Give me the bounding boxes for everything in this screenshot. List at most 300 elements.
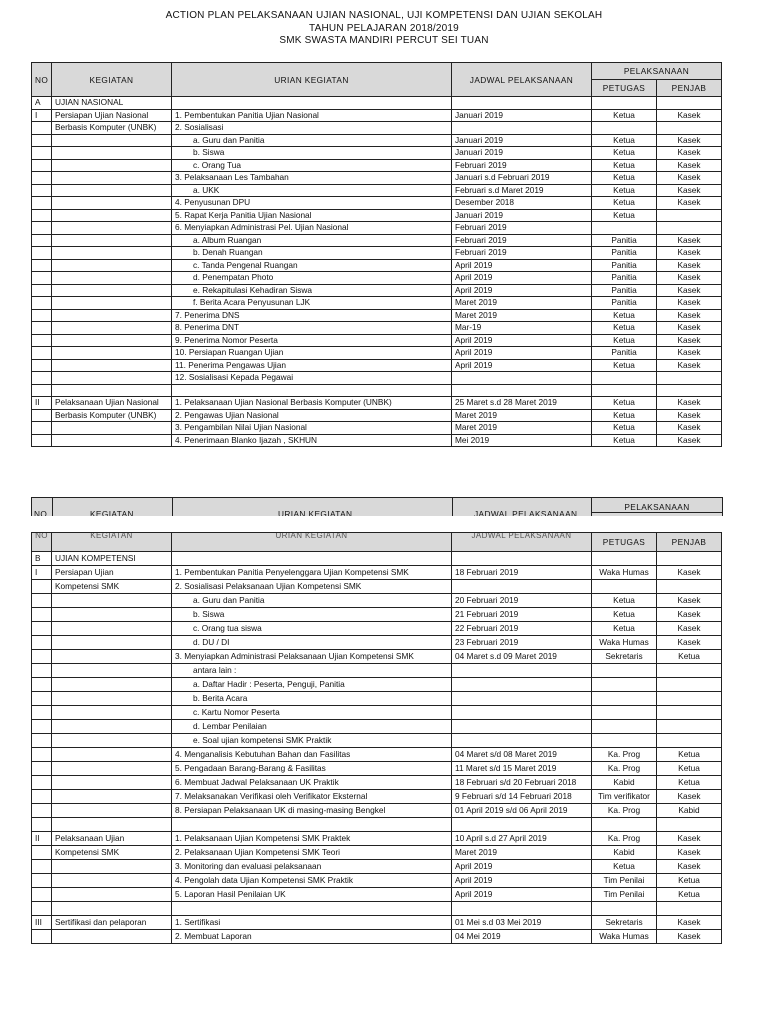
cell-jadwal: 21 Februari 2019 — [452, 608, 592, 622]
table-row — [32, 902, 722, 916]
cell-petugas — [592, 372, 657, 385]
cell-urian: 1. Pembentukan Panitia Penyelenggara Ujian Kompetensi SMK — [172, 566, 452, 580]
cell-jadwal: April 2019 — [452, 334, 592, 347]
cell-kegiatan: Pelaksanaan Ujian Nasional — [52, 397, 172, 410]
cell-no — [32, 347, 52, 360]
cell-no — [32, 580, 52, 594]
cell-penjab: Kasek — [657, 272, 722, 285]
cell-urian: 1. Pembentukan Panitia Ujian Nasional — [172, 109, 452, 122]
table-row — [32, 247, 722, 260]
cell-jadwal: April 2019 — [452, 272, 592, 285]
cell-penjab: Ketua — [657, 762, 722, 776]
table-row — [32, 259, 722, 272]
cell-penjab: Kasek — [657, 860, 722, 874]
cell-no — [32, 434, 52, 447]
cell-kegiatan — [52, 818, 172, 832]
cell-urian: a. Guru dan Panitia — [172, 594, 452, 608]
table-row — [32, 916, 722, 930]
cell-petugas: Ketua — [592, 147, 657, 160]
cell-urian: b. Siswa — [172, 608, 452, 622]
cell-petugas — [592, 692, 657, 706]
cell-kegiatan — [52, 902, 172, 916]
table-row — [32, 284, 722, 297]
table-body — [32, 552, 722, 944]
cell-kegiatan — [52, 790, 172, 804]
cell-petugas: Waka Humas — [592, 566, 657, 580]
cell-no — [32, 874, 52, 888]
cell-kegiatan — [52, 384, 172, 397]
table-row — [32, 147, 722, 160]
col-header-urian: URIAN KEGIATAN — [172, 63, 452, 97]
cell-urian: 10. Persiapan Ruangan Ujian — [172, 347, 452, 360]
cell-kegiatan: Berbasis Komputer (UNBK) — [52, 409, 172, 422]
cell-jadwal — [452, 664, 592, 678]
col-header-kegiatan: KEGIATAN — [52, 63, 172, 97]
cell-no: II — [32, 832, 52, 846]
document-header — [0, 10, 768, 48]
cell-urian: antara lain : — [172, 664, 452, 678]
cell-no — [32, 284, 52, 297]
cell-no — [32, 734, 52, 748]
cell-kegiatan: Persiapan Ujian — [52, 566, 172, 580]
cell-jadwal: Februari 2019 — [452, 247, 592, 260]
table-row — [32, 347, 722, 360]
cell-urian: 2. Pelaksanaan Ujian Kompetensi SMK Teori — [172, 846, 452, 860]
cell-no — [32, 846, 52, 860]
cell-kegiatan: Berbasis Komputer (UNBK) — [52, 122, 172, 135]
repeated-table-header-fragment — [31, 497, 723, 516]
cell-no — [32, 804, 52, 818]
cell-jadwal: 25 Maret s.d 28 Maret 2019 — [452, 397, 592, 410]
cell-kegiatan — [52, 347, 172, 360]
cell-kegiatan — [52, 636, 172, 650]
cell-penjab: Kasek — [657, 832, 722, 846]
cell-urian: 4. Penyusunan DPU — [172, 197, 452, 210]
table-row — [32, 372, 722, 385]
cell-urian: 1. Pelaksanaan Ujian Kompetensi SMK Praktek — [172, 832, 452, 846]
cell-petugas: Ketua — [592, 209, 657, 222]
table-row — [32, 818, 722, 832]
cell-kegiatan — [52, 272, 172, 285]
cell-petugas — [592, 818, 657, 832]
cell-urian: c. Kartu Nomor Peserta — [172, 706, 452, 720]
cell-petugas: Ka. Prog — [592, 804, 657, 818]
cell-kegiatan — [52, 222, 172, 235]
divider — [452, 498, 453, 516]
cell-jadwal: April 2019 — [452, 359, 592, 372]
table-row — [32, 762, 722, 776]
cell-penjab: Kasek — [657, 297, 722, 310]
cell-petugas: Ketua — [592, 322, 657, 335]
cell-urian: c. Orang Tua — [172, 159, 452, 172]
cell-no — [32, 720, 52, 734]
table-row — [32, 608, 722, 622]
cell-petugas: Sekretaris — [592, 916, 657, 930]
cell-kegiatan — [52, 622, 172, 636]
cell-petugas: Ketua — [592, 184, 657, 197]
cell-penjab: Kasek — [657, 790, 722, 804]
cell-no — [32, 159, 52, 172]
cell-penjab: Kasek — [657, 397, 722, 410]
cell-penjab: Kasek — [657, 159, 722, 172]
cell-urian: f. Berita Acara Penyusunan LJK — [172, 297, 452, 310]
cell-urian: a. Daftar Hadir : Peserta, Penguji, Panitia — [172, 678, 452, 692]
cell-penjab: Kasek — [657, 636, 722, 650]
table-row — [32, 636, 722, 650]
cell-petugas: Ketua — [592, 334, 657, 347]
cell-urian: 4. Menganalisis Kebutuhan Bahan dan Fasilitas — [172, 748, 452, 762]
cell-urian: 6. Membuat Jadwal Pelaksanaan UK Praktik — [172, 776, 452, 790]
table-row — [32, 804, 722, 818]
cell-no — [32, 122, 52, 135]
cell-jadwal — [452, 384, 592, 397]
cell-jadwal: Desember 2018 — [452, 197, 592, 210]
cell-urian: 5. Pengadaan Barang-Barang & Fasilitas — [172, 762, 452, 776]
cell-petugas — [592, 384, 657, 397]
cell-jadwal: 22 Februari 2019 — [452, 622, 592, 636]
table-row — [32, 159, 722, 172]
cell-urian — [172, 902, 452, 916]
table-row — [32, 874, 722, 888]
cell-kegiatan — [52, 720, 172, 734]
cell-no: B — [32, 552, 52, 566]
cell-jadwal: Mar-19 — [452, 322, 592, 335]
cell-kegiatan — [52, 309, 172, 322]
cell-jadwal — [452, 720, 592, 734]
cell-jadwal: Februari s.d Maret 2019 — [452, 184, 592, 197]
cell-kegiatan — [52, 874, 172, 888]
cell-jadwal: 18 Februari s/d 20 Februari 2018 — [452, 776, 592, 790]
cell-no — [32, 762, 52, 776]
cell-petugas: Ketua — [592, 409, 657, 422]
cell-penjab: Kasek — [657, 359, 722, 372]
cell-petugas: Ka. Prog — [592, 832, 657, 846]
cell-petugas — [592, 122, 657, 135]
cell-penjab: Ketua — [657, 874, 722, 888]
cell-penjab: Ketua — [657, 776, 722, 790]
cell-petugas: Ketua — [592, 422, 657, 435]
title-line-3: SMK SWASTA MANDIRI PERCUT SEI TUAN — [279, 35, 489, 46]
cell-petugas — [592, 97, 657, 110]
table-row — [32, 790, 722, 804]
cell-penjab: Kasek — [657, 259, 722, 272]
cell-petugas: Panitia — [592, 347, 657, 360]
cell-penjab: Kasek — [657, 846, 722, 860]
cell-no — [32, 818, 52, 832]
cell-penjab: Kasek — [657, 284, 722, 297]
cell-urian: b. Siswa — [172, 147, 452, 160]
cell-penjab — [657, 706, 722, 720]
cell-no — [32, 322, 52, 335]
cell-jadwal: 04 Maret s.d 09 Maret 2019 — [452, 650, 592, 664]
table-row — [32, 888, 722, 902]
cell-no — [32, 359, 52, 372]
table-row — [32, 422, 722, 435]
cell-kegiatan — [52, 297, 172, 310]
cell-kegiatan — [52, 372, 172, 385]
cell-urian: e. Soal ujian kompetensi SMK Praktik — [172, 734, 452, 748]
table-row — [32, 397, 722, 410]
cell-urian — [172, 818, 452, 832]
cell-no — [32, 247, 52, 260]
table-row — [32, 184, 722, 197]
table-row — [32, 650, 722, 664]
table-row — [32, 359, 722, 372]
table-row — [32, 272, 722, 285]
cell-kegiatan — [52, 147, 172, 160]
cell-petugas — [592, 580, 657, 594]
cell-kegiatan — [52, 650, 172, 664]
cell-jadwal: Februari 2019 — [452, 159, 592, 172]
col-header-pelaksanaan: PELAKSANAAN — [592, 63, 722, 80]
cell-kegiatan — [52, 776, 172, 790]
cell-penjab — [657, 720, 722, 734]
divider — [172, 498, 173, 516]
table-row — [32, 720, 722, 734]
cell-jadwal: Maret 2019 — [452, 297, 592, 310]
cell-no — [32, 930, 52, 944]
cell-jadwal — [452, 372, 592, 385]
cell-urian: 5. Rapat Kerja Panitia Ujian Nasional — [172, 209, 452, 222]
cell-jadwal: 9 Februari s/d 14 Februari 2018 — [452, 790, 592, 804]
cell-kegiatan: UJIAN NASIONAL — [52, 97, 172, 110]
cell-kegiatan — [52, 209, 172, 222]
cell-jadwal — [452, 692, 592, 706]
cell-urian: a. Album Ruangan — [172, 234, 452, 247]
table-row — [32, 197, 722, 210]
cell-penjab: Kasek — [657, 566, 722, 580]
cell-urian: 3. Monitoring dan evaluasi pelaksanaan — [172, 860, 452, 874]
table-row — [32, 234, 722, 247]
cell-penjab: Ketua — [657, 888, 722, 902]
cell-urian: 2. Pengawas Ujian Nasional — [172, 409, 452, 422]
cell-petugas: Tim Penilai — [592, 874, 657, 888]
col-header-no: NO — [32, 533, 52, 552]
cell-no — [32, 664, 52, 678]
cell-urian — [172, 552, 452, 566]
cell-kegiatan: UJIAN KOMPETENSI — [52, 552, 172, 566]
cell-penjab — [657, 818, 722, 832]
cell-no — [32, 147, 52, 160]
cell-no — [32, 860, 52, 874]
strip-pelaksanaan: PELAKSANAAN — [624, 502, 690, 512]
cell-penjab: Kabid — [657, 804, 722, 818]
cell-urian: 2. Sosialisasi — [172, 122, 452, 135]
table-row — [32, 580, 722, 594]
cell-kegiatan — [52, 134, 172, 147]
cell-petugas: Ketua — [592, 622, 657, 636]
cell-kegiatan — [52, 184, 172, 197]
table-row — [32, 748, 722, 762]
table-row — [32, 832, 722, 846]
cell-no — [32, 184, 52, 197]
cell-kegiatan — [52, 159, 172, 172]
cell-jadwal: 04 Mei 2019 — [452, 930, 592, 944]
col-header-jadwal: JADWAL PELAKSANAAN — [452, 63, 592, 97]
table-row — [32, 297, 722, 310]
cell-kegiatan — [52, 692, 172, 706]
cell-urian: 12. Sosialisasi Kepada Pegawai — [172, 372, 452, 385]
cell-jadwal: April 2019 — [452, 347, 592, 360]
action-plan-table-uji-kompetensi — [31, 532, 722, 944]
cell-penjab — [657, 692, 722, 706]
cell-kegiatan — [52, 247, 172, 260]
cell-jadwal: Januari 2019 — [452, 147, 592, 160]
cell-no — [32, 776, 52, 790]
cell-kegiatan — [52, 334, 172, 347]
cell-penjab: Kasek — [657, 608, 722, 622]
cell-penjab: Kasek — [657, 147, 722, 160]
cell-petugas: Ketua — [592, 197, 657, 210]
cell-petugas: Panitia — [592, 259, 657, 272]
cell-penjab: Ketua — [657, 650, 722, 664]
divider — [591, 512, 722, 513]
action-plan-table-ujian-nasional — [31, 62, 722, 447]
cell-jadwal: 20 Februari 2019 — [452, 594, 592, 608]
cell-jadwal — [452, 734, 592, 748]
cell-kegiatan: Kompetensi SMK — [52, 580, 172, 594]
cell-urian: 6. Menyiapkan Administrasi Pel. Ujian Nasional — [172, 222, 452, 235]
table-row — [32, 678, 722, 692]
table-row — [32, 334, 722, 347]
cell-jadwal: April 2019 — [452, 874, 592, 888]
cell-petugas: Ketua — [592, 134, 657, 147]
cell-penjab: Kasek — [657, 109, 722, 122]
cell-no — [32, 309, 52, 322]
col-header-no: NO — [32, 63, 52, 97]
cell-petugas: Ka. Prog — [592, 762, 657, 776]
cell-urian: 1. Sertifikasi — [172, 916, 452, 930]
cell-penjab: Kasek — [657, 594, 722, 608]
cell-jadwal: Januari 2019 — [452, 134, 592, 147]
cell-penjab: Kasek — [657, 622, 722, 636]
table-row — [32, 322, 722, 335]
cell-urian: e. Rekapitulasi Kehadiran Siswa — [172, 284, 452, 297]
cell-kegiatan — [52, 594, 172, 608]
divider — [52, 498, 53, 516]
cell-no — [32, 172, 52, 185]
table-row — [32, 734, 722, 748]
cell-penjab: Kasek — [657, 247, 722, 260]
cell-penjab: Kasek — [657, 409, 722, 422]
table-row — [32, 622, 722, 636]
cell-urian: 4. Penerimaan Blanko Ijazah , SKHUN — [172, 434, 452, 447]
cell-no — [32, 902, 52, 916]
cell-kegiatan — [52, 197, 172, 210]
cell-no — [32, 134, 52, 147]
table-row — [32, 664, 722, 678]
cell-petugas — [592, 222, 657, 235]
col-header-jadwal: JADWAL PELAKSANAAN — [452, 533, 592, 552]
cell-petugas — [592, 720, 657, 734]
strip-kegiatan: KEGIATAN — [90, 509, 134, 516]
cell-no: I — [32, 566, 52, 580]
cell-jadwal: April 2019 — [452, 860, 592, 874]
cell-jadwal: Januari 2019 — [452, 109, 592, 122]
divider — [591, 498, 592, 516]
cell-no — [32, 594, 52, 608]
table-row — [32, 97, 722, 110]
cell-petugas: Ketua — [592, 309, 657, 322]
cell-kegiatan — [52, 706, 172, 720]
cell-urian: d. Lembar Penilaian — [172, 720, 452, 734]
cell-penjab — [657, 384, 722, 397]
table-row — [32, 134, 722, 147]
cell-kegiatan: Sertifikasi dan pelaporan — [52, 916, 172, 930]
cell-jadwal — [452, 580, 592, 594]
cell-urian: a. UKK — [172, 184, 452, 197]
cell-urian: 11. Penerima Pengawas Ujian — [172, 359, 452, 372]
cell-urian: d. DU / DI — [172, 636, 452, 650]
cell-no — [32, 636, 52, 650]
cell-urian: 3. Pengambilan Nilai Ujian Nasional — [172, 422, 452, 435]
table-row — [32, 552, 722, 566]
cell-petugas — [592, 552, 657, 566]
table-row — [32, 222, 722, 235]
cell-urian — [172, 384, 452, 397]
cell-urian: 3. Menyiapkan Administrasi Pelaksanaan Ujian Kompetensi SMK — [172, 650, 452, 664]
cell-no — [32, 197, 52, 210]
cell-urian: 9. Penerima Nomor Peserta — [172, 334, 452, 347]
cell-no — [32, 422, 52, 435]
cell-urian: 7. Penerima DNS — [172, 309, 452, 322]
cell-penjab — [657, 372, 722, 385]
table-row — [32, 930, 722, 944]
cell-urian: b. Denah Ruangan — [172, 247, 452, 260]
cell-no — [32, 790, 52, 804]
cell-penjab: Kasek — [657, 930, 722, 944]
cell-petugas — [592, 664, 657, 678]
cell-kegiatan — [52, 734, 172, 748]
cell-kegiatan — [52, 359, 172, 372]
cell-penjab: Kasek — [657, 134, 722, 147]
cell-penjab — [657, 552, 722, 566]
cell-jadwal: Januari s.d Februari 2019 — [452, 172, 592, 185]
cell-penjab — [657, 664, 722, 678]
title-line-1: ACTION PLAN PELAKSANAAN UJIAN NASIONAL, UJI KOMPETENSI DAN UJIAN SEKOLAH — [165, 10, 603, 21]
cell-penjab: Kasek — [657, 347, 722, 360]
table-row — [32, 209, 722, 222]
cell-jadwal: Januari 2019 — [452, 209, 592, 222]
strip-urian: URIAN KEGIATAN — [278, 509, 353, 516]
table-row — [32, 846, 722, 860]
cell-jadwal: 01 April 2019 s/d 06 April 2019 — [452, 804, 592, 818]
cell-no — [32, 209, 52, 222]
cell-no — [32, 259, 52, 272]
cell-no — [32, 888, 52, 902]
cell-kegiatan — [52, 748, 172, 762]
cell-urian: c. Tanda Pengenal Ruangan — [172, 259, 452, 272]
col-header-penjab: PENJAB — [657, 80, 722, 97]
cell-penjab: Kasek — [657, 434, 722, 447]
cell-no — [32, 372, 52, 385]
cell-petugas: Panitia — [592, 234, 657, 247]
col-header-penjab: PENJAB — [657, 533, 722, 552]
cell-urian: 3. Pelaksanaan Les Tambahan — [172, 172, 452, 185]
col-header-petugas: PETUGAS — [592, 80, 657, 97]
cell-urian: 4. Pengolah data Ujian Kompetensi SMK Praktik — [172, 874, 452, 888]
cell-urian: 1. Pelaksanaan Ujian Nasional Berbasis Komputer (UNBK) — [172, 397, 452, 410]
cell-no — [32, 297, 52, 310]
table-row — [32, 434, 722, 447]
cell-jadwal — [452, 97, 592, 110]
cell-no — [32, 678, 52, 692]
cell-urian — [172, 97, 452, 110]
cell-petugas: Ketua — [592, 359, 657, 372]
cell-jadwal: Maret 2019 — [452, 846, 592, 860]
cell-penjab — [657, 678, 722, 692]
cell-kegiatan — [52, 322, 172, 335]
